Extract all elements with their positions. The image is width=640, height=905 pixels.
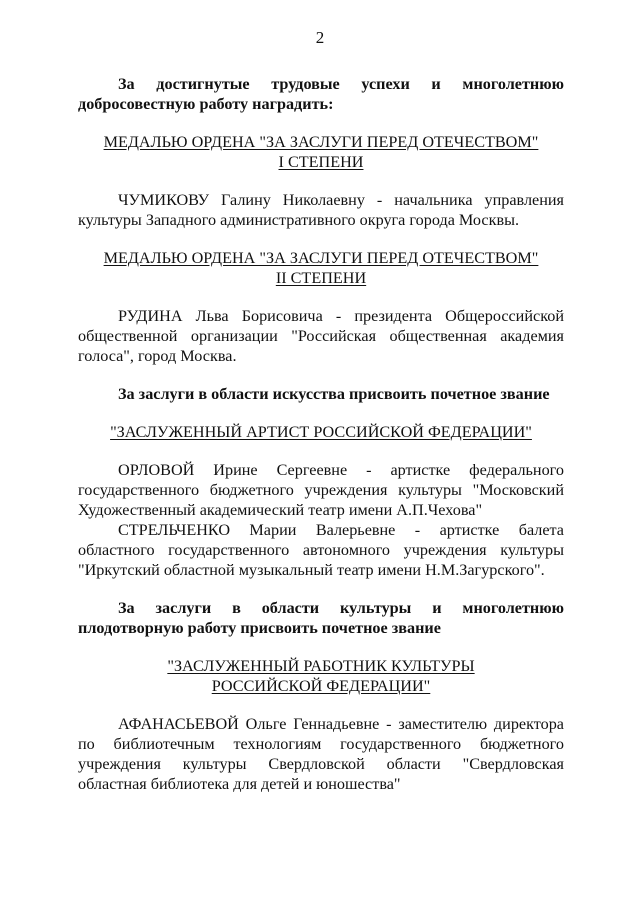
artist-recipient-2: СТРЕЛЬЧЕНКО Марии Валерьевне - артистке балета областного государственного автономного учреждения культуры "Иркутский областной музыкальный театр имени Н.М.Загурского".	[78, 521, 564, 579]
award-intro: За достигнутые трудовые успехи и многолетнюю добросовестную работу наградить:	[78, 75, 564, 113]
medal-2-degree: II СТЕПЕНИ	[275, 269, 367, 287]
culture-title-line-1: "ЗАСЛУЖЕННЫЙ РАБОТНИК КУЛЬТУРЫ	[167, 657, 475, 675]
medal-1-heading	[78, 132, 564, 172]
culture-title-line-2: РОССИЙСКОЙ ФЕДЕРАЦИИ"	[211, 677, 431, 695]
culture-title-heading	[78, 656, 564, 696]
artist-title: "ЗАСЛУЖЕННЫЙ АРТИСТ РОССИЙСКОЙ ФЕДЕРАЦИИ"	[110, 423, 532, 441]
medal-1-recipient: ЧУМИКОВУ Галину Николаевну - начальника управления культуры Западного административного округа города Москвы.	[78, 191, 564, 229]
medal-2-recipient: РУДИНА Льва Борисовича - президента Общероссийской общественной организации "Российская общественная академия голоса", город Москва.	[78, 307, 564, 365]
art-intro: За заслуги в области искусства присвоить почетное звание	[118, 385, 550, 403]
artist-recipient-1: ОРЛОВОЙ Ирине Сергеевне - артистке федерального государственного бюджетного учреждения культуры "Московский Художественный академический театр имени А.П.Чехова"	[78, 461, 564, 519]
page-number: 2	[315, 28, 325, 47]
medal-1-degree: I СТЕПЕНИ	[278, 153, 364, 171]
medal-2-title: МЕДАЛЬЮ ОРДЕНА "ЗА ЗАСЛУГИ ПЕРЕД ОТЕЧЕСТВОМ"	[103, 249, 539, 267]
culture-recipient: АФАНАСЬЕВОЙ Ольге Геннадьевне - заместителю директора по библиотечным технологиям государственного бюджетного учреждения культуры Свердловской области "Свердловская областная библиотека для детей и юношества"	[78, 715, 564, 793]
medal-2-heading	[78, 248, 564, 288]
document-body	[78, 74, 564, 794]
artist-title-heading	[78, 422, 564, 442]
medal-1-title: МЕДАЛЬЮ ОРДЕНА "ЗА ЗАСЛУГИ ПЕРЕД ОТЕЧЕСТВОМ"	[103, 133, 539, 151]
culture-intro: За заслуги в области культуры и многолетнюю плодотворную работу присвоить почетное звание	[78, 599, 564, 637]
